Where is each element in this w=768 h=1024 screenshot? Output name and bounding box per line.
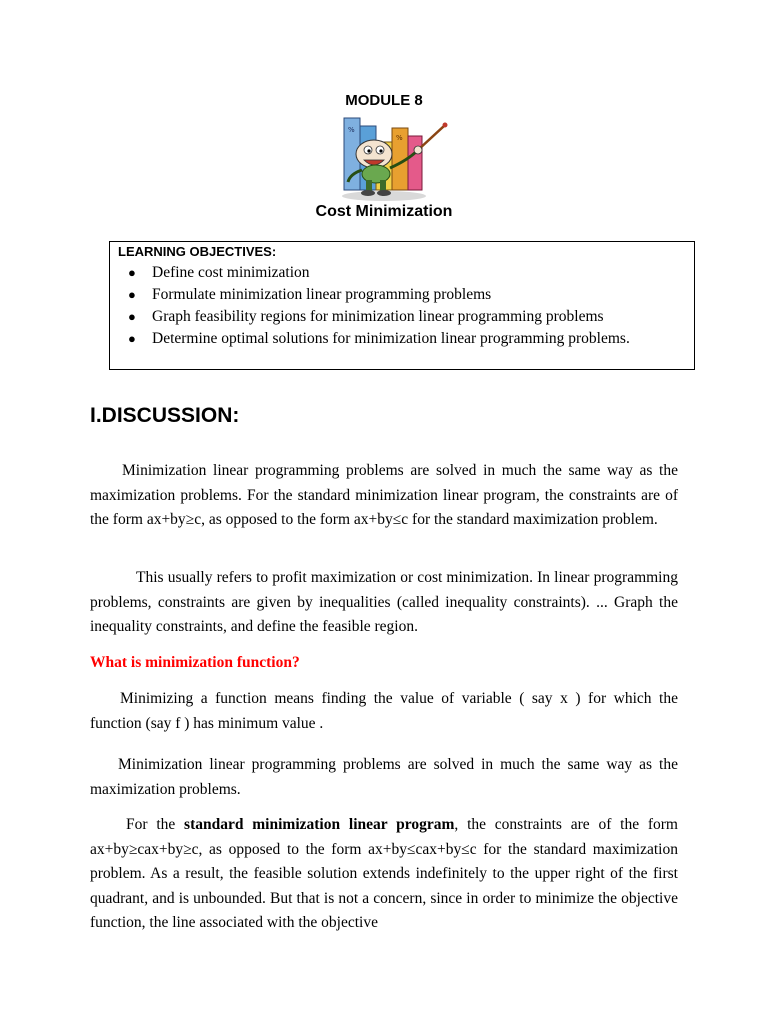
paragraph-5-intro: For the xyxy=(126,816,185,833)
module-label: MODULE 8 xyxy=(345,92,423,109)
objective-text: Define cost minimization xyxy=(152,264,310,281)
list-item xyxy=(118,328,684,350)
discussion-paragraph-5 xyxy=(90,813,678,936)
paragraph-5-rest: , the constraints are of the form ax+by≥cax+by≥c, as opposed to the form ax+by≤cax+by≤c for the standard maximization problem. As a result, the feasible solution extends indefinitely to the upper right of the first quadrant, and is unbounded. But that is not a concern, since in order to minimize the objective function, the line associated with the objective xyxy=(90,816,678,931)
bullet-icon: ● xyxy=(128,309,136,324)
learning-objectives-heading: LEARNING OBJECTIVES: xyxy=(118,244,277,259)
bar-chart-mascot-icon xyxy=(322,112,462,202)
discussion-paragraph-4: Minimization linear programming problems are solved in much the same way as the maximization problems. xyxy=(90,756,678,798)
learning-objectives-list xyxy=(118,262,684,350)
objective-text: Determine optimal solutions for minimization linear programming problems. xyxy=(152,330,630,347)
learning-objectives-box xyxy=(109,241,695,370)
svg-text:%: % xyxy=(396,134,403,142)
objective-text: Graph feasibility regions for minimization linear programming problems xyxy=(152,308,604,325)
objective-text: Formulate minimization linear programming problems xyxy=(152,286,492,303)
list-item xyxy=(118,284,684,306)
question-heading: What is minimization function? xyxy=(90,654,300,671)
document-title: Cost Minimization xyxy=(315,203,453,220)
discussion-paragraph-1: Minimization linear programming problems are solved in much the same way as the maximization problems. For the standard minimization linear program, the constraints are of the form ax+by≥c, as opposed to the form ax+by≤c for the standard maximization problem. xyxy=(90,462,678,528)
list-item xyxy=(118,262,684,284)
bullet-icon: ● xyxy=(128,287,136,302)
svg-text:%: % xyxy=(348,126,355,134)
discussion-heading: I.DISCUSSION: xyxy=(90,404,240,427)
discussion-paragraph-2: This usually refers to profit maximization or cost minimization. In linear programming problems, constraints are given by inequalities (called inequality constraints). ... Graph the inequality constraints, and define the feasible region. xyxy=(90,569,678,635)
bullet-icon: ● xyxy=(128,331,136,346)
paragraph-5-bold-term: standard minimization linear program xyxy=(184,816,455,833)
list-item xyxy=(118,306,684,328)
discussion-paragraph-3: Minimizing a function means finding the value of variable ( say x ) for which the function (say f ) has minimum value . xyxy=(90,690,678,732)
bullet-icon: ● xyxy=(128,265,136,280)
